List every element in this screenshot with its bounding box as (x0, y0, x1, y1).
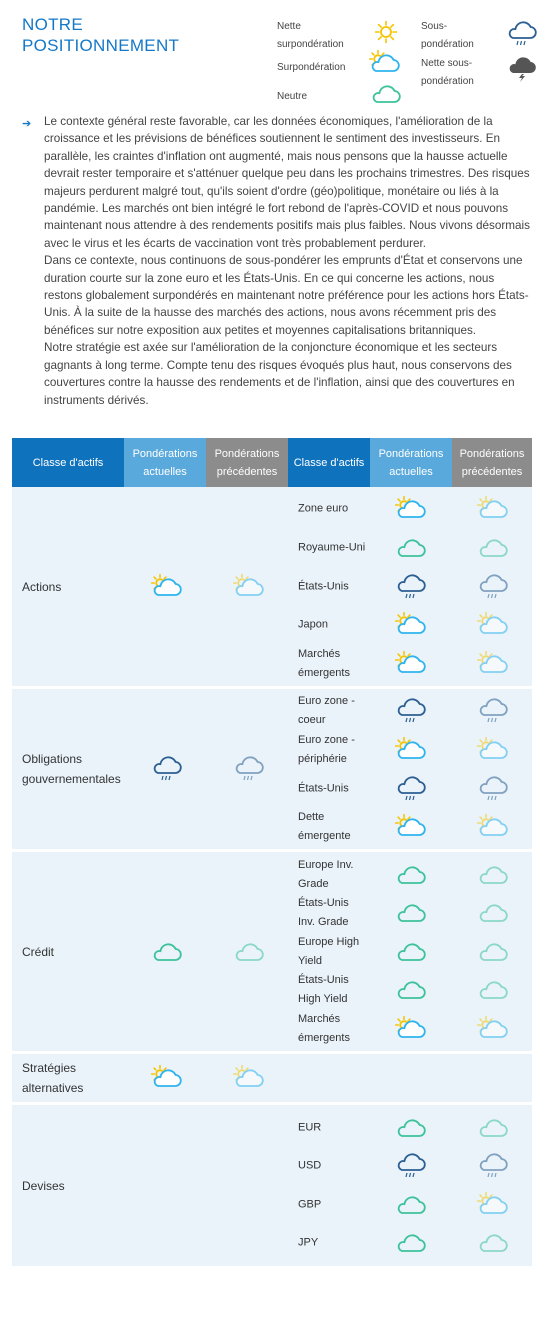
rain-cloud-icon (393, 1152, 427, 1180)
sub-asset-label-line: émergente (298, 830, 351, 843)
sub-asset-label (298, 1157, 321, 1176)
sub-asset-label-line: JPY (298, 1236, 319, 1249)
asset-class-label (22, 577, 61, 597)
sub-asset-label-line: États-Unis (298, 782, 349, 794)
arrow-right-icon: ➔ (22, 118, 32, 130)
sub-asset-label (298, 1010, 350, 1048)
rain-cloud-icon (393, 775, 427, 803)
legend-label-nette-sous-ponderation-line: pondération (421, 76, 474, 87)
sub-asset-label (298, 933, 359, 971)
header-line: précédentes (461, 465, 523, 478)
sub-asset-label-line: émergents (298, 666, 350, 679)
sub-asset-label (298, 808, 351, 846)
sub-asset-label (298, 731, 355, 769)
asset-class-label (22, 1058, 83, 1098)
cloud-icon (393, 1114, 427, 1142)
cloud-icon (231, 938, 265, 966)
sun-icon (369, 18, 403, 46)
cloud-icon (393, 861, 427, 889)
rain-cloud-icon (475, 775, 509, 803)
header-asset-class-sub: Classe d'actifs (288, 438, 370, 487)
sun-cloud-icon (393, 495, 427, 523)
sub-asset-label (298, 645, 350, 683)
sub-asset-label-line: Inv. Grade (298, 916, 349, 929)
sub-asset-label-line: Euro zone - (298, 733, 355, 746)
header-line: actuelles (143, 465, 187, 478)
sun-cloud-icon (475, 1015, 509, 1043)
cloud-icon (393, 1229, 427, 1257)
cloud-icon (475, 1229, 509, 1257)
sub-asset-label (298, 692, 355, 730)
cloud-icon (393, 899, 427, 927)
header-line: précédentes (216, 465, 278, 478)
rain-cloud-icon (393, 573, 427, 601)
sub-asset-label-line: Royaume-Uni (298, 541, 366, 554)
header-current-weights-sub (370, 438, 452, 487)
sub-asset-label-line: Europe High (298, 935, 360, 948)
sun-cloud-icon (475, 736, 509, 764)
header-asset-class: Classe d'actifs (12, 438, 124, 487)
sub-asset-label-line: USD (298, 1159, 322, 1172)
sub-asset-label-line: coeur (298, 714, 326, 727)
sub-asset-label (298, 779, 349, 798)
storm-cloud-icon (504, 55, 538, 83)
cloud-icon (393, 534, 427, 562)
asset-class-label-line: Obligations (22, 752, 83, 767)
asset-class-label-line: Actions (22, 579, 62, 594)
rain-cloud-icon (475, 573, 509, 601)
asset-class-label (22, 1176, 65, 1196)
rain-cloud-icon (475, 1152, 509, 1180)
paragraph: Dans ce contexte, nous continuons de sous-pondérer les emprunts d'État et conservons une duration courte sur la zone euro et les États-Unis. En ce qui concerne les actions, nous restons globalement surpondérés en maintenant notre préférence pour les actions hors États-Unis. À la suite de la hausse des marchés des actions, nous avons récemment pris des bénéfices sur notre exposition aux petites et moyennes capitalisations britanniques. (44, 254, 529, 337)
sun-cloud-icon (149, 1064, 183, 1092)
legend-label-sous-ponderation-line: pondération (421, 39, 474, 50)
legend-label-neutre-line: Neutre (277, 91, 308, 102)
cloud-icon (393, 976, 427, 1004)
cloud-icon (393, 1191, 427, 1219)
legend-label-nette-surponderation (277, 18, 344, 54)
sub-asset-label (298, 577, 349, 596)
sub-asset-label (298, 971, 349, 1009)
header-line: Pondérations (378, 447, 444, 460)
sun-cloud-icon (393, 611, 427, 639)
sun-cloud-icon (475, 495, 509, 523)
header-line: actuelles (389, 465, 433, 478)
header-line: Pondérations (459, 447, 525, 460)
sub-asset-label (298, 616, 328, 635)
sun-cloud-icon (231, 1064, 265, 1092)
sub-asset-label-line: Euro zone - (298, 695, 355, 708)
sun-cloud-icon (393, 650, 427, 678)
asset-class-label (22, 749, 121, 789)
sub-asset-label (298, 500, 348, 519)
sub-asset-label-line: Dette (298, 811, 325, 824)
sun-cloud-icon (393, 813, 427, 841)
legend-label-neutre (277, 88, 307, 106)
sun-cloud-icon (393, 736, 427, 764)
sun-cloud-icon (475, 611, 509, 639)
header-previous-weights (206, 438, 288, 487)
sub-asset-label-line: GBP (298, 1198, 322, 1211)
sub-asset-label-line: Marchés (298, 1013, 341, 1026)
rain-cloud-icon (475, 697, 509, 725)
paragraph: Notre stratégie est axée sur l'amélioration de la conjoncture économique et les secteurs gagnants à long terme. Compte tenu des risques évoqués plus haut, nous conservons des couvertures contre la hausse des rendements et de l'inflation, ainsi que des couvertures en instruments dérivés. (44, 341, 515, 407)
sub-asset-label (298, 1234, 318, 1253)
sub-asset-label (298, 894, 349, 932)
sub-asset-label (298, 1195, 321, 1214)
sun-cloud-icon (149, 573, 183, 601)
asset-class-label-line: Devises (22, 1178, 65, 1193)
sub-asset-label-line: Grade (298, 877, 329, 890)
cloud-icon (475, 1114, 509, 1142)
rain-cloud-icon (149, 755, 183, 783)
sun-cloud-icon (231, 573, 265, 601)
asset-class-label-line: Crédit (22, 944, 55, 959)
page-title: NOTRE POSITIONNEMENT (22, 15, 180, 55)
legend-label-nette-surponderation-line: surpondération (277, 39, 344, 50)
sub-asset-label (298, 538, 365, 557)
legend-label-nette-surponderation-line: Nette (277, 21, 301, 32)
legend-label-surponderation (277, 59, 345, 77)
legend-label-nette-sous-ponderation-line: Nette sous- (421, 58, 473, 69)
legend-label-sous-ponderation-line: Sous- (421, 21, 448, 32)
cloud-icon (475, 534, 509, 562)
cloud-icon (475, 899, 509, 927)
asset-group (12, 1054, 532, 1102)
sub-asset-label-line: Zone euro (298, 502, 349, 515)
sub-asset-label-line: Yield (298, 954, 323, 967)
header-line: Pondérations (214, 447, 280, 460)
asset-class-label (22, 942, 54, 962)
sun-cloud-icon (475, 813, 509, 841)
header-current-weights (124, 438, 206, 487)
cloud-icon (393, 938, 427, 966)
paragraph: Le contexte général reste favorable, car les données économiques, l'amélioration de la croissance et les prévisions de bénéfices soutiennent le sentiment des investisseurs. En parallèle, les craintes d'inflation ont augmenté, mais nous pensons que la hausse actuelle devrait rester temporaire et s'atténuer quelque peu dans les prochains trimestres. Des risques majeurs perdurent malgré tout, qu'ils soient d'ordre (géo)politique, monétaire ou liés à la pandémie. Les marchés ont bien intégré le fort rebond de l'après-COVID et nous pouvons maintenant nous attendre à des rendements positifs mais plus faibles. Nous vivons désormais avec le virus et les écarts de vaccination vont très probablement perdurer. (44, 115, 530, 250)
sub-asset-label-line: États-Unis (298, 897, 349, 910)
asset-class-label-line: gouvernementales (22, 772, 121, 787)
sub-asset-label-line: émergents (298, 1032, 350, 1045)
sun-cloud-icon (475, 1191, 509, 1219)
sub-asset-label-line: High Yield (298, 993, 348, 1006)
legend-label-nette-sous-ponderation (421, 55, 474, 91)
sub-asset-label-line: Marchés (298, 647, 341, 660)
cloud-icon (475, 938, 509, 966)
asset-class-label-line: Stratégies (22, 1061, 77, 1076)
legend-label-surponderation-line: Surpondération (277, 62, 346, 73)
sub-asset-label-line: périphérie (298, 752, 347, 765)
rain-cloud-icon (393, 697, 427, 725)
legend-label-sous-ponderation (421, 18, 474, 54)
asset-group (12, 852, 532, 1051)
asset-class-label-line: alternatives (22, 1081, 84, 1096)
sun-cloud-icon (475, 650, 509, 678)
rain-cloud-icon (231, 755, 265, 783)
sub-asset-label (298, 856, 353, 894)
cloud-icon (149, 938, 183, 966)
sun-cloud-icon (367, 49, 401, 77)
sub-asset-label-line: États-Unis (298, 580, 349, 592)
commentary-text (44, 113, 534, 409)
cloud-icon (475, 976, 509, 1004)
asset-group (12, 689, 532, 849)
cloud-icon (475, 861, 509, 889)
cloud-icon (368, 80, 402, 108)
rain-cloud-icon (504, 20, 538, 48)
sub-asset-label-line: EUR (298, 1121, 322, 1134)
sub-asset-label (298, 1118, 321, 1137)
sub-asset-label-line: Japon (298, 618, 328, 631)
asset-group (12, 1105, 532, 1265)
asset-group (12, 487, 532, 686)
sun-cloud-icon (393, 1015, 427, 1043)
sub-asset-label-line: États-Unis (298, 974, 349, 987)
sub-asset-label-line: Europe Inv. (298, 858, 354, 871)
header-previous-weights-sub (452, 438, 532, 487)
header-line: Pondérations (132, 447, 198, 460)
